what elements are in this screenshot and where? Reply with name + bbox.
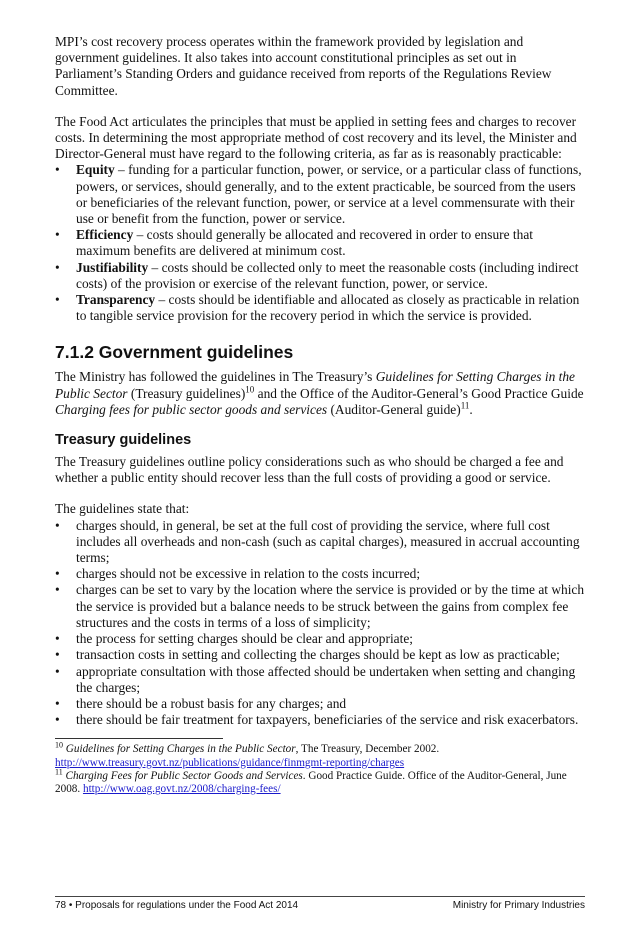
section-text: (Treasury guidelines) [127,385,246,401]
footnote-title: Guidelines for Setting Charges in the Public Sector [65,743,296,756]
criteria-item [55,260,585,292]
bullet-icon: • [55,712,60,728]
bullet-icon: • [55,162,60,178]
footnote [55,740,585,769]
footnote-ref[interactable]: 10 [245,384,255,395]
footnote-link[interactable]: http://www.treasury.govt.nz/publications/guidance/finmgmt-reporting/charges [55,756,405,769]
section-text: . [469,401,473,417]
footnote-ref[interactable]: 11 [460,400,470,411]
criteria-text: – costs should be identifiable and allocated as closely as practicable in relation to tangible service provision for the recovery period in which the service is provided. [76,292,580,324]
section-text: and the Office of the Auditor-General’s Good Practice Guide [254,385,584,401]
criteria-term: Transparency [76,292,156,308]
footnote [55,766,585,796]
section-paragraph [55,369,585,418]
footnote-title: Charging Fees for Public Sector Goods and Services [65,769,303,782]
footnote-text: , The Treasury, December 2002. [295,743,440,756]
list-item-text: there should be a robust basis for any charges; and [76,695,347,711]
treasury-guidelines-title: Guidelines for Setting Charges in the Public Sector [55,369,575,401]
bullet-icon: • [55,647,60,663]
criteria-text: – funding for a particular function, power, or service, or a particular class of functions, powers, or services, should generally, and to the extent practicable, be sourced from the users or beneficiaries of the relevant function, power, or service at a level commensurate with their use or benefit from the function, power or service. [76,162,582,227]
treasury-paragraph-2: The guidelines state that: [55,501,190,517]
intro-paragraph-1: MPI’s cost recovery process operates within the framework provided by legislation and government guidelines. It also takes into account constitutional principles as set out in Parliament’s Standing Orders and guidance received from reports of the Regulations Review Committee. [55,34,552,98]
footnote-divider [55,738,223,739]
criteria-text: – costs should generally be allocated and recovered in order to ensure that maximum benefits are delivered at minimum cost. [76,227,533,259]
treasury-paragraph-1: The Treasury guidelines outline policy considerations such as who should be charged a fee and whether a public entity should recover less than the full costs of providing a good or service. [55,454,564,486]
list-item [55,582,585,631]
intro-paragraph-2: The Food Act articulates the principles that must be applied in setting fees and charges to recover costs. In determining the most appropriate method of cost recovery and its level, the Minister and Director-General must have regard to the following criteria, as far as is reasonably practicable: [55,113,577,162]
footnotes [55,740,585,796]
list-item [55,631,585,647]
footnote-number: 11 [55,766,63,776]
footnote-number: 10 [55,740,63,750]
page-footer [55,896,585,911]
criteria-item [55,162,585,227]
criteria-term: Efficiency [76,227,134,243]
criteria-item [55,227,585,259]
bullet-icon: • [55,566,60,582]
criteria-term: Justifiability [76,259,149,275]
section-heading: 7.1.2 Government guidelines [55,342,294,363]
bullet-icon: • [55,292,60,308]
list-item-text: charges should, in general, be set at the full cost of providing the service, where full cost includes all overheads and non-cash (such as capital charges), measured in accrual accounting terms; [76,517,580,566]
criteria-list [55,162,585,324]
bullet-icon: • [55,227,60,243]
footnote-link[interactable]: http://www.oag.govt.nz/2008/charging-fees/ [82,782,281,795]
bullet-icon: • [55,582,60,598]
footer-right: Ministry for Primary Industries [452,900,585,911]
bullet-icon: • [55,663,60,679]
criteria-term: Equity [76,162,115,178]
footnote-text: . Good Practice Guide. Office of the Auditor-General, June 2008. [55,769,567,795]
subsection-heading: Treasury guidelines [55,432,192,449]
section-text: The Ministry has followed the guidelines in The Treasury’s [55,369,376,385]
oag-guide-title: Charging fees for public sector goods and services [55,401,328,417]
section-text: (Auditor-General guide) [327,401,461,417]
list-item [55,712,585,728]
criteria-item [55,292,585,324]
bullet-icon: • [55,631,60,647]
list-item [55,647,585,663]
bullet-icon: • [55,517,60,533]
document-page [55,34,585,796]
footer-left: 78 • Proposals for regulations under the Food Act 2014 [55,900,299,911]
list-item-text: charges can be set to vary by the location where the service is provided or by the time at which the service is provided but a balance needs to be struck between the gains from complex fee structures and the costs in terms of a loss of simplicity; [76,582,585,630]
guidelines-list [55,518,585,729]
bullet-icon: • [55,695,60,711]
list-item-text: transaction costs in setting and collecting the charges should be kept as low as practicable; [76,647,560,663]
criteria-text: – costs should be collected only to meet the reasonable costs (including indirect costs) of the provision or exercise of the relevant function, power, or service. [76,259,579,291]
list-item-text: there should be fair treatment for taxpayers, beneficiaries of the service and risk exacerbators. [76,712,579,728]
list-item-text: the process for setting charges should be clear and appropriate; [76,631,414,647]
list-item [55,518,585,567]
list-item-text: charges should not be excessive in relation to the costs incurred; [76,566,421,582]
list-item [55,566,585,582]
list-item [55,664,585,696]
list-item [55,696,585,712]
bullet-icon: • [55,259,60,275]
list-item-text: appropriate consultation with those affected should be undertaken when setting and changing the charges; [76,663,576,695]
